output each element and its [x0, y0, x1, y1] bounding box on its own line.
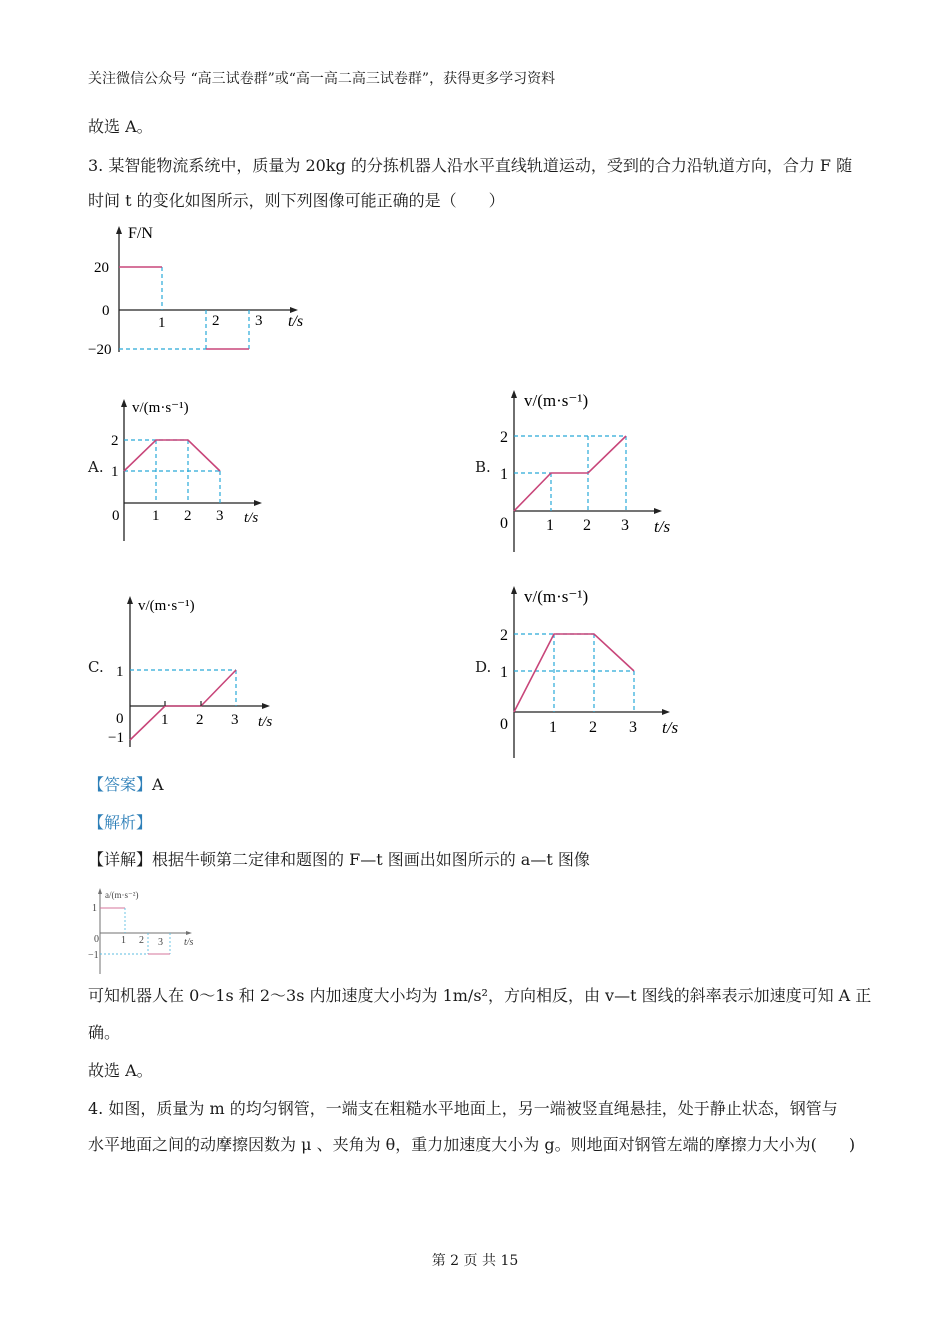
answer-line — [88, 774, 164, 796]
accel-xtick-2: 2 — [139, 935, 144, 946]
page-header: 关注微信公众号 “高三试卷群”或“高一高二高三试卷群”，获得更多学习资料 — [88, 71, 556, 87]
option-d-ytick-2: 2 — [500, 627, 508, 644]
accel-xtick-3: 3 — [158, 937, 163, 948]
accel-xtick-1: 1 — [121, 935, 126, 946]
force-y-arrow — [116, 226, 122, 234]
q4-stem-line1: 4. 如图，质量为 m 的均匀钢管，一端支在粗糙水平地面上，另一端被竖直绳悬挂，处于静止状态，钢管与 — [88, 1099, 838, 1118]
option-a-xtick-3: 3 — [216, 508, 224, 524]
accel-ytick-neg1: −1 — [88, 950, 99, 961]
option-a-origin: 0 — [112, 508, 120, 524]
force-ytick-0: 0 — [102, 303, 110, 319]
force-ytick-20: 20 — [94, 260, 109, 276]
conclusion-line1: 可知机器人在 0～1s 和 2～3s 内加速度大小均为 1m/s²，方向相反，由 v—t 图线的斜率表示加速度可知 A 正 — [88, 986, 872, 1005]
previous-conclusion: 故选 A。 — [88, 117, 153, 136]
accel-ytick-1: 1 — [92, 903, 97, 914]
detail-line — [88, 849, 590, 871]
answer-value: A — [152, 775, 164, 794]
accel-ytick-0: 0 — [94, 934, 99, 945]
option-c-curve — [130, 670, 236, 740]
option-a-label[interactable]: A. — [88, 458, 104, 476]
option-c-xlabel: t/s — [258, 714, 273, 730]
option-a-xtick-2: 2 — [184, 508, 192, 524]
accel-xlabel: t/s — [184, 937, 194, 948]
option-d-origin: 0 — [500, 716, 508, 733]
option-d-ylabel: v/(m·s⁻¹) — [524, 587, 589, 606]
option-d-xtick-3: 3 — [629, 719, 637, 736]
conclusion-line2: 确。 — [88, 1023, 121, 1042]
option-c-xtick-1: 1 — [161, 712, 169, 728]
force-time-graph — [88, 224, 328, 359]
option-c-ytick-neg1: −1 — [108, 730, 124, 746]
option-b-ylabel: v/(m·s⁻¹) — [524, 391, 589, 410]
option-c-ylabel: v/(m·s⁻¹) — [138, 598, 195, 614]
option-b-xtick-2: 2 — [583, 517, 591, 534]
option-c-label[interactable]: C. — [88, 658, 104, 676]
option-a-xlabel: t/s — [244, 510, 259, 526]
force-xtick-2: 2 — [212, 313, 220, 329]
option-c-xtick-3: 3 — [231, 712, 239, 728]
force-y-label: F/N — [128, 225, 153, 242]
force-xtick-3: 3 — [255, 313, 263, 329]
analysis-tag: 【解析】 — [88, 813, 153, 832]
accel-ylabel: a/(m·s⁻²) — [105, 890, 139, 900]
q3-stem-line1: 3. 某智能物流系统中，质量为 20kg 的分拣机器人沿水平直线轨道运动，受到的合力沿轨道方向，合力 F 随 — [88, 156, 853, 175]
force-x-label: t/s — [288, 313, 304, 330]
option-b-ytick-1: 1 — [500, 466, 508, 483]
option-d-xtick-1: 1 — [549, 719, 557, 736]
option-c-graph[interactable] — [106, 592, 286, 752]
detail-tag: 【详解】 — [88, 850, 153, 869]
accel-time-graph — [88, 886, 208, 978]
option-d-ytick-1: 1 — [500, 664, 508, 681]
option-a-curve — [124, 440, 220, 471]
option-c-ytick-1: 1 — [116, 664, 124, 680]
q3-stem-line2: 时间 t 的变化如图所示，则下列图像可能正确的是（ ） — [88, 191, 505, 210]
option-b-label[interactable]: B. — [475, 458, 491, 476]
option-d-label[interactable]: D. — [475, 658, 492, 676]
option-a-xtick-1: 1 — [152, 508, 160, 524]
option-a-ytick-2: 2 — [111, 433, 119, 449]
detail-text: 根据牛顿第二定律和题图的 F—t 图画出如图所示的 a—t 图像 — [152, 850, 590, 869]
option-d-xlabel: t/s — [662, 718, 679, 737]
option-c-xtick-2: 2 — [196, 712, 204, 728]
option-d-curve — [514, 634, 634, 712]
option-d-graph[interactable] — [496, 582, 696, 762]
option-b-graph[interactable] — [496, 386, 686, 556]
option-b-xtick-3: 3 — [621, 517, 629, 534]
force-ytick-neg20: −20 — [88, 342, 112, 358]
option-b-ytick-2: 2 — [500, 429, 508, 446]
q4-stem-line2: 水平地面之间的动摩擦因数为 μ 、夹角为 θ，重力加速度大小为 g。则地面对钢管左端的摩擦力大小为( ) — [88, 1135, 856, 1154]
option-b-origin: 0 — [500, 515, 508, 532]
option-d-xtick-2: 2 — [589, 719, 597, 736]
option-a-ylabel: v/(m·s⁻¹) — [132, 400, 189, 416]
option-a-graph[interactable] — [106, 396, 276, 546]
option-a-ytick-1: 1 — [111, 464, 119, 480]
option-b-xtick-1: 1 — [546, 517, 554, 534]
option-c-origin: 0 — [116, 711, 124, 727]
option-b-xlabel: t/s — [654, 517, 671, 536]
page-footer: 第 2 页 共 15 — [431, 1253, 519, 1269]
q3-final: 故选 A。 — [88, 1061, 153, 1080]
force-xtick-1: 1 — [158, 315, 166, 331]
answer-tag: 【答案】 — [88, 775, 153, 794]
